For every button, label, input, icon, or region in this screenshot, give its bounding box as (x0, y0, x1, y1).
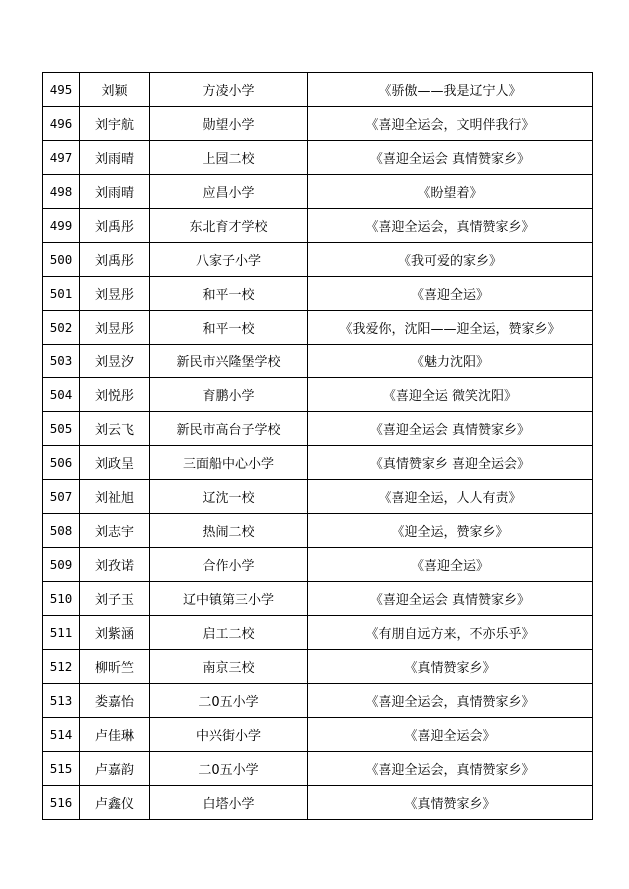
work-title-cell: 《喜迎全运会，真情赞家乡》 (308, 683, 593, 717)
student-name-cell: 卢嘉韵 (80, 751, 150, 785)
work-title-cell: 《盼望着》 (308, 174, 593, 208)
work-title-cell: 《骄傲——我是辽宁人》 (308, 73, 593, 107)
entry-number-cell: 503 (43, 344, 80, 378)
table-row (43, 276, 593, 310)
table-row (43, 412, 593, 446)
work-title-cell: 《喜迎全运会，真情赞家乡》 (308, 208, 593, 242)
school-name-cell: 八家子小学 (150, 242, 308, 276)
school-name-cell: 中兴街小学 (150, 717, 308, 751)
roster-body (43, 73, 593, 820)
student-name-cell: 刘宇航 (80, 106, 150, 140)
table-row (43, 73, 593, 107)
student-name-cell: 刘颖 (80, 73, 150, 107)
entry-number-cell: 496 (43, 106, 80, 140)
entry-number-cell: 500 (43, 242, 80, 276)
entry-number-cell: 511 (43, 616, 80, 650)
school-name-cell: 新民市兴隆堡学校 (150, 344, 308, 378)
work-title-cell: 《有朋自远方来，不亦乐乎》 (308, 616, 593, 650)
work-title-cell: 《喜迎全运 微笑沈阳》 (308, 378, 593, 412)
student-name-cell: 刘昱彤 (80, 310, 150, 344)
student-name-cell: 卢鑫仪 (80, 785, 150, 819)
work-title-cell: 《我可爱的家乡》 (308, 242, 593, 276)
student-name-cell: 卢佳琳 (80, 717, 150, 751)
table-row (43, 683, 593, 717)
work-title-cell: 《真情赞家乡 喜迎全运会》 (308, 446, 593, 480)
work-title-cell: 《魅力沈阳》 (308, 344, 593, 378)
table-row (43, 310, 593, 344)
table-row (43, 582, 593, 616)
entry-number-cell: 507 (43, 480, 80, 514)
student-name-cell: 刘禹彤 (80, 208, 150, 242)
table-row (43, 140, 593, 174)
school-name-cell: 二0五小学 (150, 751, 308, 785)
school-name-cell: 勋望小学 (150, 106, 308, 140)
school-name-cell: 上园二校 (150, 140, 308, 174)
work-title-cell: 《喜迎全运会 真情赞家乡》 (308, 582, 593, 616)
work-title-cell: 《喜迎全运会，真情赞家乡》 (308, 751, 593, 785)
table-row (43, 649, 593, 683)
school-name-cell: 和平一校 (150, 310, 308, 344)
school-name-cell: 东北育才学校 (150, 208, 308, 242)
student-name-cell: 娄嘉怡 (80, 683, 150, 717)
school-name-cell: 二0五小学 (150, 683, 308, 717)
school-name-cell: 启工二校 (150, 616, 308, 650)
work-title-cell: 《真情赞家乡》 (308, 649, 593, 683)
entry-number-cell: 510 (43, 582, 80, 616)
school-name-cell: 和平一校 (150, 276, 308, 310)
entry-number-cell: 504 (43, 378, 80, 412)
school-name-cell: 辽沈一校 (150, 480, 308, 514)
entry-number-cell: 513 (43, 683, 80, 717)
entry-number-cell: 497 (43, 140, 80, 174)
entry-number-cell: 516 (43, 785, 80, 819)
student-name-cell: 刘云飞 (80, 412, 150, 446)
work-title-cell: 《我爱你，沈阳——迎全运，赞家乡》 (308, 310, 593, 344)
roster-table (42, 72, 593, 820)
entry-number-cell: 505 (43, 412, 80, 446)
entry-number-cell: 502 (43, 310, 80, 344)
table-row (43, 616, 593, 650)
work-title-cell: 《喜迎全运会，文明伴我行》 (308, 106, 593, 140)
table-row (43, 717, 593, 751)
table-row (43, 242, 593, 276)
work-title-cell: 《喜迎全运会 真情赞家乡》 (308, 412, 593, 446)
school-name-cell: 热闹二校 (150, 514, 308, 548)
work-title-cell: 《迎全运，赞家乡》 (308, 514, 593, 548)
table-row (43, 785, 593, 819)
school-name-cell: 三面船中心小学 (150, 446, 308, 480)
school-name-cell: 辽中镇第三小学 (150, 582, 308, 616)
student-name-cell: 刘雨晴 (80, 174, 150, 208)
work-title-cell: 《喜迎全运》 (308, 276, 593, 310)
student-name-cell: 刘孜诺 (80, 548, 150, 582)
work-title-cell: 《真情赞家乡》 (308, 785, 593, 819)
student-name-cell: 刘子玉 (80, 582, 150, 616)
entry-number-cell: 512 (43, 649, 80, 683)
table-row (43, 174, 593, 208)
student-name-cell: 刘雨晴 (80, 140, 150, 174)
school-name-cell: 方凌小学 (150, 73, 308, 107)
entry-number-cell: 514 (43, 717, 80, 751)
table-row (43, 344, 593, 378)
student-name-cell: 刘悦彤 (80, 378, 150, 412)
student-name-cell: 刘政呈 (80, 446, 150, 480)
table-row (43, 106, 593, 140)
table-row (43, 446, 593, 480)
entry-number-cell: 495 (43, 73, 80, 107)
school-name-cell: 应昌小学 (150, 174, 308, 208)
table-row (43, 208, 593, 242)
entry-number-cell: 499 (43, 208, 80, 242)
table-row (43, 751, 593, 785)
work-title-cell: 《喜迎全运会 真情赞家乡》 (308, 140, 593, 174)
student-name-cell: 刘昱彤 (80, 276, 150, 310)
student-name-cell: 刘志宇 (80, 514, 150, 548)
entry-number-cell: 515 (43, 751, 80, 785)
school-name-cell: 新民市高台子学校 (150, 412, 308, 446)
entry-number-cell: 498 (43, 174, 80, 208)
school-name-cell: 合作小学 (150, 548, 308, 582)
student-name-cell: 刘禹彤 (80, 242, 150, 276)
student-name-cell: 刘紫涵 (80, 616, 150, 650)
school-name-cell: 南京三校 (150, 649, 308, 683)
entry-number-cell: 509 (43, 548, 80, 582)
table-row (43, 514, 593, 548)
entry-number-cell: 506 (43, 446, 80, 480)
school-name-cell: 白塔小学 (150, 785, 308, 819)
table-row (43, 378, 593, 412)
work-title-cell: 《喜迎全运，人人有责》 (308, 480, 593, 514)
table-row (43, 480, 593, 514)
entry-number-cell: 501 (43, 276, 80, 310)
student-name-cell: 柳昕竺 (80, 649, 150, 683)
work-title-cell: 《喜迎全运会》 (308, 717, 593, 751)
work-title-cell: 《喜迎全运》 (308, 548, 593, 582)
student-name-cell: 刘祉旭 (80, 480, 150, 514)
student-name-cell: 刘昱汐 (80, 344, 150, 378)
table-row (43, 548, 593, 582)
entry-number-cell: 508 (43, 514, 80, 548)
school-name-cell: 育鹏小学 (150, 378, 308, 412)
